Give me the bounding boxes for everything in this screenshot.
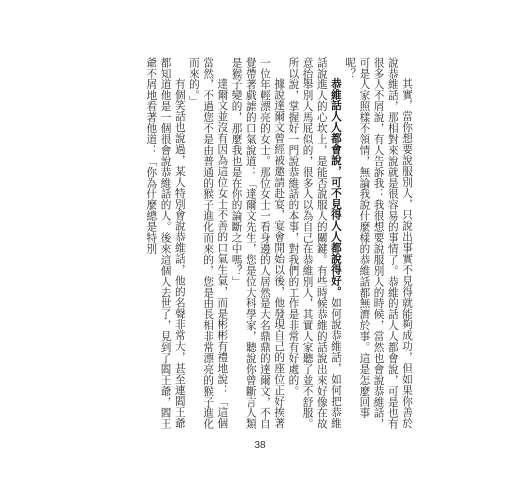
paragraph-5-text: 有個笑話也說過，某人特別會說恭維話，他的名聲非常大，甚至連閻王爺都知道他是一個很會說恭維話的人。後來這個人去世了，見到了閻王爺，閻王爺不屑地看著他道：「你為什麼總是特別 — [145, 57, 186, 430]
paragraph-2 — [286, 57, 343, 435]
paragraph-4-text: 達爾文並沒有因為這位女士不善的口氣生氣，而是彬彬有禮地說：「這個當然，不過您不是由普通的猴子進化而來的，您是由長相非常漂亮的猴子進化而來的。」 — [187, 57, 229, 430]
paragraph-2-text: 如何說恭維話，如何把恭維話說進人的心坎上，是能否說服人的關鍵。有些時候恭維的話說出來好像在故意抬舉別人馬屁似的，很多人以為自己在恭維別人，其實人家聽了並不舒服。所以說，掌握好一門說恭維話的本事，對我們的工作是非常有好處的。 — [287, 57, 342, 430]
paragraph-5 — [144, 57, 187, 435]
paragraph-2-emphasis: 恭維話人人都會說，可不見得人人都說得好。 — [329, 78, 342, 298]
page-number: 38 — [254, 440, 266, 451]
paragraph-1 — [343, 57, 414, 435]
paragraph-1-text: 其實，當你想要說服別人，只說出事實不見得就能夠成功，但如果你善於說恭維話，那相對來說就是很容易的事情了。恭維的話人人都會說，可是也有很多人不屑說，有人告訴我：我很想要說服別人的時候，當然也會說恭維話，可是人家照樣不領情，無論我說什麼樣的恭維話都無濟於事。這是怎麼回事呢？ — [344, 57, 413, 430]
paragraph-3 — [229, 57, 286, 435]
paragraph-3-text: 據說達爾文曾經被邀請赴宴，宴會開始以後，他發現自己的座位正好挨著一位年輕漂亮的女士。那位女士一看身邊的人居然是大名鼎鼎的達爾文，不自覺帶著戲謔的口氣說道：「達爾文先生，您是位大科學家，聽說你曾斷言人類是猴子變的，那麼我也是在你的論斷之中嗎？」 — [230, 57, 286, 430]
paragraph-4 — [187, 57, 230, 435]
vertical-text-block — [128, 57, 414, 435]
